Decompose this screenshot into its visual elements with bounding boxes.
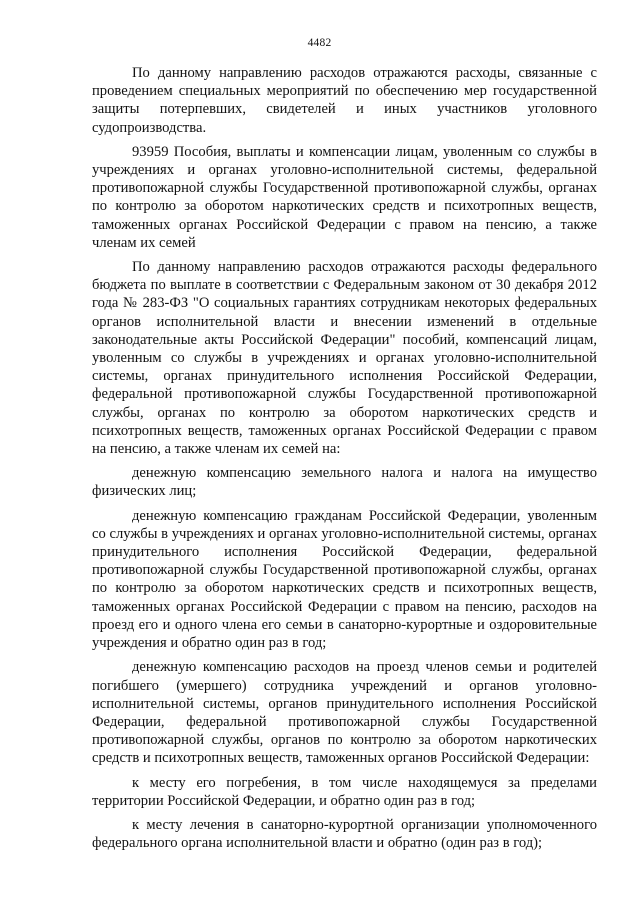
paragraph-land-tax-compensation: денежную компенсацию земельного налога и налога на имущество физических лиц; bbox=[92, 465, 597, 500]
paragraph-code-93959-heading: 93959 Пособия, выплаты и компенсации лицам, уволенным со службы в учреждениях и органах уголовно-исполнительной системы, федеральной противопожарной службы Государственной противопожарной службы, органах по контролю за оборотом наркотических средств и психотропных веществ, таможенных органах Российской Федерации с правом на пенсию, а также членам их семей bbox=[92, 143, 597, 251]
paragraph-federal-budget-payments: По данному направлению расходов отражаются расходы федерального бюджета по выплате в соответствии с Федеральным законом от 30 декабря 2012 года № 283-ФЗ "О социальных гарантиях сотрудникам некоторых федеральных органов исполнительной власти и внесении изменений в отдельные законодательные акты Российской Федерации" пособий, компенсаций лицам, уволенным со службы в учреждениях и органах уголовно-исполнительной системы, органах принудительного исполнения Российской Федерации, федеральной противопожарной службы Государственной противопожарной службы, органах по контролю за оборотом наркотических средств и психотропных веществ, таможенных органах Российской Федерации с правом на пенсию, а также членам их семей на: bbox=[92, 259, 597, 458]
paragraph-protection-measures: По данному направлению расходов отражаются расходы, связанные с проведением специальных мероприятий по обеспечению мер государственной защиты потерпевших, свидетелей и иных участников уголовного судопроизводства. bbox=[92, 65, 597, 136]
paragraph-burial-place-travel: к месту его погребения, в том числе находящемуся за пределами территории Российской Федерации, и обратно один раз в год; bbox=[92, 774, 597, 809]
page-number: 4482 bbox=[307, 37, 332, 49]
paragraph-family-travel-compensation: денежную компенсацию расходов на проезд членов семьи и родителей погибшего (умершего) сотрудника учреждений и органов уголовно-исполнительной системы, органов принудительного исполнения Российской Федерации, федеральной противопожарной службы Государственной противопожарной службы, органов по контролю за оборотом наркотических средств и психотропных веществ, таможенных органов Российской Федерации: bbox=[92, 659, 597, 767]
paragraph-travel-compensation-sanatorium: денежную компенсацию гражданам Российской Федерации, уволенным со службы в учреждениях и органах уголовно-исполнительной системы, органах принудительного исполнения Российской Федерации, федеральной противопожарной службы Государственной противопожарной службы, органах по контролю за оборотом наркотических средств и психотропных веществ, таможенных органах Российской Федерации с правом на пенсию, расходов на проезд его и одного члена его семьи в санаторно-курортные и оздоровительные учреждения и обратно один раз в год; bbox=[92, 507, 597, 652]
paragraph-treatment-place-travel: к месту лечения в санаторно-курортной организации уполномоченного федерального органа исполнительной власти и обратно (один раз в год); bbox=[92, 816, 597, 852]
document-body bbox=[92, 64, 597, 858]
